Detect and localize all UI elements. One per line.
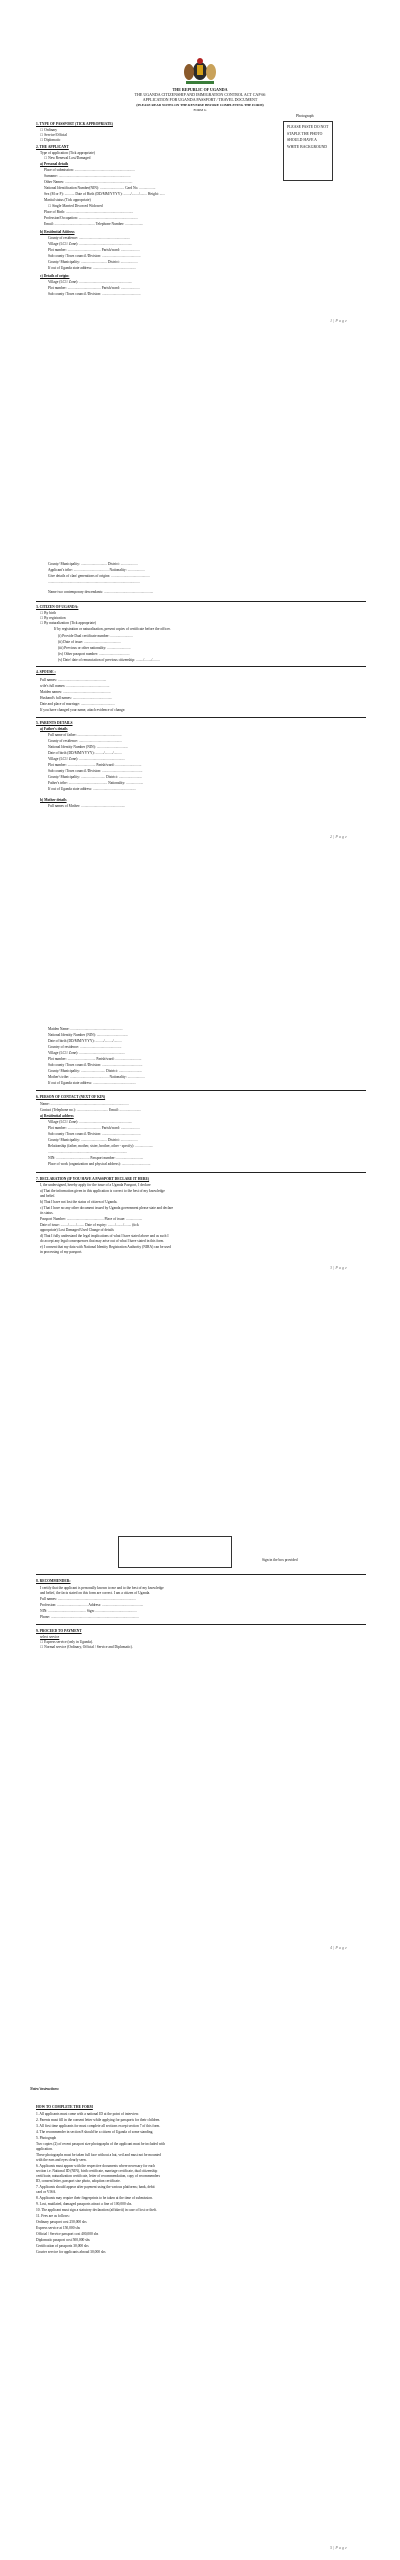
declaration-item-b: b) That I have not lost the status of citizen of Uganda.: [40, 1200, 118, 1204]
citizen-by-birth[interactable]: ☐ By birth: [40, 611, 57, 615]
profession-field[interactable]: Profession/Occupation: ..................................................................: [44, 216, 138, 220]
father-subcounty-field[interactable]: Sub county /Town council /Division: .............................................: [48, 769, 143, 773]
declared-passport-number-field[interactable]: Passport Number: ......................................... Place of issue: ..................: [40, 1217, 143, 1221]
other-names-field[interactable]: Other Names: ...........................................................................: [44, 180, 133, 184]
instruction-6: 6. Applicants must appear with the respective documents where necessary for each: [36, 2164, 155, 2168]
header-line-1: THE REPUBLIC OF UGANDA: [172, 87, 228, 92]
mother-details-heading: b) Mother details: [40, 798, 67, 802]
express-service-option[interactable]: ☐ Express service (only in Uganda).: [40, 1640, 93, 1644]
personal-details-heading: a) Personal details: [40, 162, 69, 166]
section-6-title: 6. PERSON OF CONTACT (NEXT OF KIN): [36, 1095, 106, 1099]
father-county-field[interactable]: County of residence: ................................................: [48, 739, 122, 743]
fee-certification: Certification of passports 30,000 shs: [36, 2244, 89, 2248]
recommender-name-field[interactable]: Full names: .......................................................................................: [40, 1597, 136, 1601]
recommender-statement-2: and belief, the facts stated on this form are correct. I am a citizen of Uganda.: [40, 1591, 151, 1595]
photo-box-text: PLEASE PASTE DO NOT STAPLE THE PHOTO SHOULD HAVE A WHITE BACKGROUND: [287, 125, 329, 149]
divider-p3-2: [36, 1172, 366, 1173]
recommender-nin-sign-field[interactable]: NIN: .......................................... Sign: ..............................................: [40, 1609, 137, 1613]
contact-subcounty-field[interactable]: Sub county /Town council /Division: ...........................................: [48, 1132, 141, 1136]
form-page-4: [0, 1530, 400, 2030]
application-type-options[interactable]: ☐ New Renewal Lost/Damaged: [44, 156, 91, 160]
instruction-7-cont: card or VISA.: [36, 2190, 57, 2194]
citizen-by-registration-label: By registration: [44, 616, 66, 620]
signature-box[interactable]: [118, 1536, 232, 1568]
citizen-by-naturalization-label: By naturalization (Tick appropriate): [44, 621, 96, 625]
instruction-5a: Two copies (2) of recent passport size photographs of the applicant must be included with: [36, 2142, 166, 2146]
instruction-10: 10. The applicant must sign a statutory declaration (affidavit) in case of lost or theft.: [36, 2208, 158, 2212]
form-page-3: [0, 1025, 400, 1525]
mother-village-field[interactable]: Village (LC1/ Zone): ...................................................: [48, 1051, 126, 1055]
normal-service-label: Normal service (Ordinary, Official / Service and Diplomatic).: [44, 1645, 133, 1649]
nin-field[interactable]: National Identification Number(NIN): ........................... Card No. ..................: [44, 186, 156, 190]
photograph-label: Photograph: [296, 114, 314, 118]
citizen-by-registration[interactable]: ☐ By registration: [40, 616, 66, 620]
descendants-field[interactable]: Name two contemporary descendants: .......................................................: [48, 590, 154, 594]
contact-relationship-continued[interactable]: ........................................................................................: [48, 1150, 128, 1154]
instruction-5b-cont: with the ears and eyes clearly seen.: [36, 2158, 87, 2162]
instruction-6-cont-2: certificate, naturalization certificate, letter of recommendation, copy of recommenders: [36, 2174, 161, 2178]
header-line-4: (PLEASE READ NOTES ON THE REVERSE BEFORE COMPLETING THE FORM): [136, 103, 264, 107]
select-service-label: select service: [40, 1635, 60, 1639]
surname-field[interactable]: Surname: ................................................................................: [44, 174, 131, 178]
declaration-item-e-cont: in processing of my passport.: [40, 1250, 83, 1254]
father-abroad-address-field[interactable]: If out of Uganda state address: ................................................: [48, 787, 137, 791]
divider-p3-1: [36, 1090, 366, 1091]
contact-name-field[interactable]: Name: .......................................................................................: [40, 1102, 129, 1106]
photo-box: [283, 121, 333, 181]
instruction-2: 2. Parents must fill in the consent letter while applying for passports for their children.: [36, 2118, 161, 2122]
header-line-3: APPLICATION FOR UGANDA PASSPORT / TRAVEL DOCUMENT: [142, 97, 258, 102]
contact-plot-field[interactable]: Plot number: ..................................... Parish/ward: .....................: [48, 1126, 140, 1130]
citizen-by-naturalization[interactable]: ☐ By naturalization (Tick appropriate): [40, 621, 96, 625]
application-type-options-label: New Renewal Lost/Damaged: [48, 156, 91, 160]
declared-passport-status-options[interactable]: appropriate) Lost Damaged Used Change of details: [40, 1228, 114, 1232]
section-5-title: 5. PARENTS DETAILS: [36, 721, 73, 725]
fee-express: Express service at 150,000 shs: [36, 2226, 81, 2230]
fee-courier: Courier service for applicants abroad 30,000 shs: [36, 2250, 106, 2254]
recommender-profession-field[interactable]: Profession: .................................. Address: ..............................................: [40, 1603, 144, 1607]
passport-type-service[interactable]: ☐ Service/Official: [40, 133, 68, 137]
spouse-full-names-field[interactable]: Full names: ......................................................: [40, 678, 107, 682]
mother-name-field[interactable]: Full names of Mother: .................................................: [48, 804, 126, 808]
place-of-submission-field[interactable]: Place of submission: ...................................................................: [44, 168, 135, 172]
passport-type-service-label: Service/Official: [44, 133, 68, 137]
coat-of-arms-emblem: [180, 57, 220, 87]
instruction-8: 8. Applicants may require their fingerprints to be taken at the time of submission.: [36, 2196, 153, 2200]
date-of-issue-field[interactable]: (ii) Date of issue: .........................................: [58, 640, 121, 644]
other-passport-field[interactable]: (iv) Other passport number: ..................................: [58, 652, 130, 656]
passport-type-diplomatic[interactable]: ☐ Diplomatic: [40, 138, 61, 142]
passport-type-ordinary-label: Ordinary: [44, 128, 58, 132]
form-page-2: [0, 560, 400, 1060]
instruction-3: 3. All first time applicants for must complete all sections except section 7 of this form.: [36, 2124, 161, 2128]
declaration-item-c-cont: its status.: [40, 1211, 54, 1215]
page-number-2: 2 | P a g e: [330, 834, 348, 839]
how-to-complete-heading: HOW TO COMPLETE THE FORM: [36, 2105, 93, 2109]
instruction-11: 11. Fees are as follows:: [36, 2214, 70, 2218]
contact-municipality-field[interactable]: County/ Municipality: ............................. District: ...................: [48, 1138, 138, 1142]
divider-p2-2: [36, 666, 366, 667]
instruction-6-cont-3: ID, consent letter, passport size photo, adoption certificate.: [36, 2179, 121, 2183]
email-telephone-field[interactable]: Email: ............................................. Telephone Number: ....................: [44, 222, 144, 226]
divider-p2-1: [36, 601, 366, 602]
header-line-2: THE UGANDA CITIZENSHIP AND IMMIGRATION CONTROL ACT CAP 66: [134, 92, 266, 97]
res-county-field[interactable]: County of residence: .........................................................: [48, 236, 131, 240]
origin-plot-field[interactable]: Plot number: ..................................... Parish/ward: .....................: [48, 286, 140, 290]
marital-status-label: Marital status (Tick appropriate): [44, 198, 91, 202]
father-name-field[interactable]: Full name of father: .................................................: [48, 733, 122, 737]
mother-plot-field[interactable]: Plot number: ............................... Parish/ward: .............................: [48, 1057, 142, 1061]
mother-municipality-field[interactable]: County/ Municipality: ........................... District: ..........................: [48, 1069, 143, 1073]
mother-subcounty-field[interactable]: Sub county /Town council /Division: .............................................: [48, 1063, 143, 1067]
maiden-names-field[interactable]: Maiden names: .....................................................: [40, 690, 111, 694]
instruction-5: 5. Photograph: [36, 2136, 57, 2140]
contact-residential-heading: a) Residential address: [40, 1114, 74, 1118]
instruction-5a-cont: application.: [36, 2147, 53, 2151]
res-abroad-address-field[interactable]: If out of Uganda state address: ................................................: [48, 266, 137, 270]
sex-dob-height-field[interactable]: Sex (M or F): ........... Date of Birth (DD/MM/YYYY): ......../......../........ Height: ......: [44, 192, 165, 196]
origin-subcounty-field[interactable]: Sub county /Town council /Division: ...........................................: [48, 292, 141, 296]
p2-municipality-field[interactable]: County/ Municipality: ............................. District: ...................: [48, 562, 138, 566]
declaration-item-c: c) That I have no any other document issued by Uganda government please state and declare: [40, 1206, 174, 1210]
marriage-date-place-field[interactable]: Date and place of marriage: ......................................: [40, 702, 115, 706]
section-4-title: 4. SPOUSE :: [36, 670, 56, 674]
signature-box-label: Sign in the box provided: [262, 1558, 298, 1562]
contact-village-field[interactable]: Village (LC1/ Zone): ...........................................................: [48, 1120, 133, 1124]
notes-heading: Notes/ instructions:: [30, 2087, 60, 2091]
section-3-title: 3. CITIZEN OF UGANDA:: [36, 605, 79, 609]
instruction-9: 9. Lost, mutilated, damaged passports attract a fine of 100,000 shs.: [36, 2202, 133, 2206]
declaration-item-a-cont: and belief.: [40, 1194, 56, 1198]
details-of-origin-heading: c) Details of origin:: [40, 274, 70, 278]
father-nin-field[interactable]: National Identity Number (NIN): ...................................: [48, 745, 129, 749]
fee-diplomatic: Diplomatic passport cost 500,000 shs: [36, 2238, 90, 2242]
father-village-field[interactable]: Village (LC1/ Zone): ...................................................: [48, 757, 126, 761]
marital-status-options[interactable]: ☐ Single Married Divorced Widowed: [48, 204, 103, 208]
clan-details-field[interactable]: Give details of clan/ generations of origins: ...........................................: [48, 574, 150, 578]
clan-details-continued[interactable]: ......................................................................................................: [48, 580, 140, 584]
declaration-item-a: a) That the information given in this application is correct to the best of my knowledge: [40, 1189, 165, 1193]
instruction-6-cont-1: section i.e. National ID (NIN), birth certificate, marriage certificate, dual citizenship: [36, 2169, 158, 2173]
contact-relationship-field[interactable]: Relationship (father, mother, sister, brother, other - specify): ....................: [48, 1144, 154, 1148]
applicant-tribe-field[interactable]: Applicant's tribe: ....................................... Nationality: ...................: [48, 568, 145, 572]
express-service-label: Express service (only in Uganda).: [44, 1640, 93, 1644]
instruction-1: 1. All applicants must come with a national ID at the point of interview.: [36, 2112, 140, 2116]
res-subcounty-field[interactable]: Sub county /Town council /Division: ...........................................: [48, 254, 141, 258]
contact-telephone-email-field[interactable]: Contact (Telephone no.): ................................... Email: ........................: [40, 1108, 142, 1112]
divider-p4-1: [36, 1574, 366, 1575]
res-municipality-field[interactable]: County/ Municipality: ............................. District: ...................: [48, 260, 138, 264]
citizen-by-birth-label: By birth: [44, 611, 57, 615]
previous-nationality-field[interactable]: (iii) Previous or other nationality: ..........................: [58, 646, 131, 650]
wife-names-field[interactable]: wife's full names: ................................................: [40, 684, 110, 688]
mother-country-field[interactable]: Country of residence: ..............................................: [48, 1045, 122, 1049]
normal-service-option[interactable]: ☐ Normal service (Ordinary, Official / Service and Diplomatic).: [40, 1645, 133, 1649]
application-type-label: Type of application (Tick appropriate): [40, 151, 95, 155]
husband-names-field[interactable]: Husband's full names: ............................................: [40, 696, 113, 700]
section-7-title: 7. DECLARATION (IF YOU HAVE A PASSPORT DECLARE IT HERE): [36, 1177, 150, 1181]
page-number-5: 5 | P a g e: [330, 2545, 348, 2550]
father-details-heading: a) Father's details: [40, 727, 68, 731]
recommender-phone-field[interactable]: Phone: ..................................................................................................: [40, 1615, 139, 1619]
res-village-field[interactable]: Village (LC1/ Zone): ...........................................................: [48, 242, 133, 246]
declaration-intro: I, the undersigned, hereby apply for the issue of a Uganda Passport, I declare: [40, 1183, 151, 1187]
mother-dob-field[interactable]: Date of birth (DD/MM/YYYY): ........./........./.........: [48, 1039, 122, 1043]
residential-address-heading: b) Residential Address: [40, 230, 75, 234]
fee-ordinary: Ordinary passport cost 250,000 shs: [36, 2220, 87, 2224]
place-of-birth-field[interactable]: Place of Birth: ...........................................................................: [44, 210, 134, 214]
father-municipality-field[interactable]: County/ Municipality: ........................... District: ..........................: [48, 775, 143, 779]
divider-p2-3: [36, 717, 366, 718]
mother-abroad-address-field[interactable]: If out of Uganda state address: ................................................: [48, 1081, 137, 1085]
recommender-statement-1: I certify that the applicant is personally known to me and to the best of my knowledge: [40, 1586, 164, 1590]
instruction-5b: These photographs must be taken full face without a hat, veil and must not be mounted: [36, 2153, 161, 2157]
section-1-title: 1. TYPE OF PASSPORT (TICK APPROPRIATE): [36, 122, 113, 126]
passport-type-ordinary[interactable]: ☐ Ordinary: [40, 128, 58, 132]
res-plot-field[interactable]: Plot number: ..................................... Parish/ward: .....................: [48, 248, 140, 252]
renunciation-date-field[interactable]: (v) Date/ date of renunciation of previous citizenship: ......../......../........: [58, 658, 160, 662]
declaration-item-d-cont: do accept any legal consequences that may arise out of what I have stated in this form.: [40, 1239, 165, 1243]
mother-maiden-field[interactable]: Maiden Name: ..........................................................: [48, 1027, 123, 1031]
instruction-7: 7. Applicants should appear after payment using the various platforms; bank, debit: [36, 2185, 155, 2189]
section-2-title: 2. THE APPLICANT: [36, 145, 69, 149]
marital-status-options-label: Single Married Divorced Widowed: [52, 204, 103, 208]
dual-certificate-field[interactable]: (i) Provide Dual certificate number: .........................: [58, 634, 133, 638]
page-number-4: 4 | P a g e: [330, 1945, 348, 1950]
declared-passport-dates-field[interactable]: Date of issue: ......../......../........ Date of expiry: ......../......../........ (tick: [40, 1223, 139, 1227]
passport-type-diplomatic-label: Diplomatic: [44, 138, 61, 142]
mother-tribe-field[interactable]: Mother's tribe: ........................................... Nationality: ...................: [48, 1075, 145, 1079]
name-change-note: If you have changed your name, attach evidence of change.: [40, 708, 126, 712]
declaration-item-d: d) That I fully understand the legal implications of what I have stated above and as such I: [40, 1234, 169, 1238]
section-8-title: 8. RECOMMENDER:: [36, 1579, 71, 1583]
form-page-1: [0, 0, 400, 500]
father-tribe-field[interactable]: Father's tribe: ........................................... Nationality: ...................: [48, 781, 144, 785]
form-page-5: [0, 2080, 400, 2560]
page-number-1: 1 | P a g e: [330, 318, 348, 323]
father-dob-field[interactable]: Date of birth (DD/MM/YYYY): ........./........./.........: [48, 751, 122, 755]
registration-note: If by registration or naturalization, present copies of certificate before the officer.: [54, 627, 171, 631]
contact-workplace-field[interactable]: Place of work (organization and physical address): ................................: [48, 1162, 151, 1166]
section-9-title: 9. PROCEED TO PAYMENT: [36, 1629, 82, 1633]
contact-nin-passport-field[interactable]: NIN: ..................................... Passport number: ..............................: [48, 1156, 144, 1160]
father-plot-field[interactable]: Plot number: ............................... Parish/ward: .............................: [48, 763, 142, 767]
declaration-item-e: e) I consent that my data with National Identity Registration Authority (NIRA) can be used: [40, 1245, 171, 1249]
fee-official: Official / Service passport cost 400,000 shs: [36, 2232, 99, 2236]
origin-village-field[interactable]: Village (LC1/ Zone): ...........................................................: [48, 280, 133, 284]
page-number-3: 3 | P a g e: [330, 1265, 348, 1270]
instruction-4: 4. The recommender in section 8 should be a citizen of Uganda of some standing.: [36, 2130, 154, 2134]
mother-nin-field[interactable]: National Identity Number (NIN): ...................................: [48, 1033, 129, 1037]
divider-p4-2: [36, 1624, 366, 1625]
header-line-5: FORM G: [193, 108, 207, 112]
